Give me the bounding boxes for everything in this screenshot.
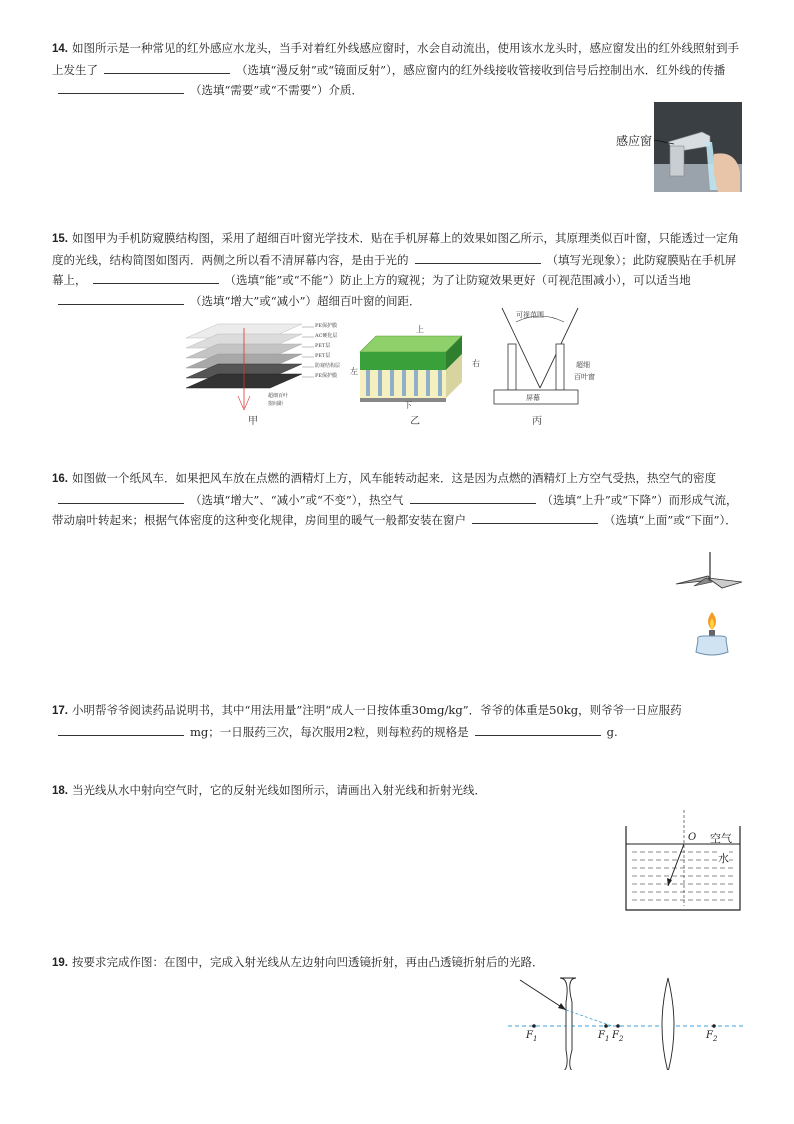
- answer-blank[interactable]: [93, 270, 219, 284]
- answer-blank[interactable]: [475, 722, 601, 736]
- question-19: [52, 952, 742, 974]
- answer-blank[interactable]: [58, 291, 184, 305]
- question-text: （选填“能”或“不能”）防止上方的窥视；为了让防窥效果更好（可视范围减小），可以适当地: [224, 273, 691, 287]
- question-text: 如图做一个纸风车．如果把风车放在点燃的酒精灯上方，风车能转动起来．这是因为点燃的酒精灯上方空气受热，热空气的密度: [72, 471, 716, 485]
- question-text: （选填“增大”或“减小”）超细百叶窗的间距．: [190, 293, 421, 308]
- answer-blank[interactable]: [104, 60, 230, 74]
- focal-label: [526, 1030, 537, 1043]
- question-text: （选填“上面”或“下面”）．: [604, 513, 737, 527]
- question-text: mg；一日服药三次，每次服用2粒，则每粒药的规格是: [190, 724, 469, 739]
- question-number: 18.: [52, 785, 68, 797]
- focal-letter: F: [526, 1030, 533, 1041]
- question-text: （选填“需要”或“不需要”）介质．: [190, 83, 364, 97]
- question-text: g.: [606, 724, 618, 739]
- focal-subscript: 1: [532, 1035, 538, 1043]
- windmill-lamp-figure: [672, 548, 744, 660]
- figure-caption: 乙: [410, 416, 420, 427]
- focal-label: [706, 1030, 717, 1043]
- question-text: （选填“增大”、“减小”或“不变”），热空气: [190, 492, 404, 507]
- louver-label: 超细: [576, 361, 590, 369]
- figure-caption: 甲: [248, 416, 258, 427]
- focal-letter: F: [706, 1030, 713, 1041]
- question-16: [52, 468, 742, 531]
- question-18: [52, 780, 742, 802]
- figure-jia: [186, 318, 352, 428]
- question-17: [52, 700, 742, 742]
- focal-letter: F: [612, 1030, 619, 1041]
- question-text: 当光线从水中射向空气时，它的反射光线如图所示，请画出入射光线和折射光线．: [72, 783, 486, 797]
- point-o-label: O: [688, 832, 697, 843]
- figure-yi: [346, 326, 486, 426]
- layer-label: PE保护膜: [315, 323, 338, 329]
- right-label: 右: [472, 359, 480, 368]
- answer-blank[interactable]: [415, 250, 541, 264]
- left-label: 左: [350, 367, 358, 376]
- layer-label: AC硬化层: [315, 333, 338, 339]
- spacing-label: 超细百叶: [268, 393, 289, 399]
- answer-blank[interactable]: [58, 490, 184, 504]
- question-text: （选填“上升”或“下降”）而形成气流，带动扇叶转起来；根据气体密度的这种变化规律，房间里的暖气一般都安装在窗户: [52, 492, 738, 527]
- question-number: 17.: [52, 705, 68, 717]
- water-label: 水: [718, 852, 729, 865]
- refraction-figure: [622, 806, 744, 914]
- question-14: [52, 38, 742, 101]
- layer-label: 防窥结构层: [315, 363, 341, 369]
- question-15: [52, 228, 742, 311]
- focal-subscript: 1: [604, 1035, 610, 1043]
- layer-label: PET层: [315, 353, 331, 359]
- answer-blank[interactable]: [58, 80, 184, 94]
- question-text: 如图所示是一种常见的红外感应水龙头，当手对着红外线感应窗时，水会自动流出，使用该水龙头时，感应窗发出的红外线照射到手上发生了: [52, 41, 739, 77]
- question-number: 16.: [52, 473, 68, 485]
- sensor-window-label: 感应窗: [616, 134, 653, 148]
- question-number: 15.: [52, 233, 68, 245]
- answer-blank[interactable]: [410, 490, 536, 504]
- question-number: 14.: [52, 43, 68, 55]
- answer-blank[interactable]: [472, 510, 598, 524]
- view-range-label: 可视范围: [516, 311, 544, 319]
- focal-subscript: 2: [618, 1035, 624, 1043]
- layer-label: PE保护膜: [315, 373, 338, 379]
- layer-label: PET层: [315, 343, 331, 349]
- louver-label: 百叶窗: [574, 373, 595, 381]
- top-label: 上: [416, 325, 424, 334]
- question-text: 小明帮爷爷阅读药品说明书，其中“用法用量”注明“成人一日按体重30mg/kg”．爷爷的体重是50kg，则爷爷一日应服药: [72, 703, 682, 717]
- question-text: 如图甲为手机防窥膜结构图，采用了超细百叶窗光学技术．贴在手机屏幕上的效果如图乙所示，其原理类似百叶窗，只能透过一定角度的光线，结构简图如图丙．两侧之所以看不清屏幕内容，是由于光的: [52, 231, 739, 267]
- spacing-label: 窗间距: [268, 401, 284, 407]
- figure-caption: 丙: [532, 416, 542, 427]
- figure-bing: [488, 306, 608, 428]
- question-text: 按要求完成作图：在图中，完成入射光线从左边射向凹透镜折射，再由凸透镜折射后的光路．: [72, 955, 544, 969]
- focal-subscript: 2: [712, 1035, 718, 1043]
- bottom-label: 下: [404, 401, 412, 410]
- focal-letter: F: [598, 1030, 605, 1041]
- focal-label: [612, 1030, 623, 1043]
- faucet-figure: [610, 102, 742, 192]
- focal-label: [598, 1030, 609, 1043]
- question-number: 19.: [52, 957, 68, 969]
- screen-label: 屏幕: [526, 394, 540, 402]
- air-label: 空气: [710, 832, 732, 845]
- answer-blank[interactable]: [58, 722, 184, 736]
- question-text: （选填“漫反射”或“镜面反射”），感应窗内的红外线接收管接收到信号后控制出水．红外线的传播: [236, 62, 726, 77]
- question-text: （填写光现象）；此防窥膜贴在手机屏幕上，: [52, 252, 737, 287]
- lens-figure: [508, 972, 746, 1070]
